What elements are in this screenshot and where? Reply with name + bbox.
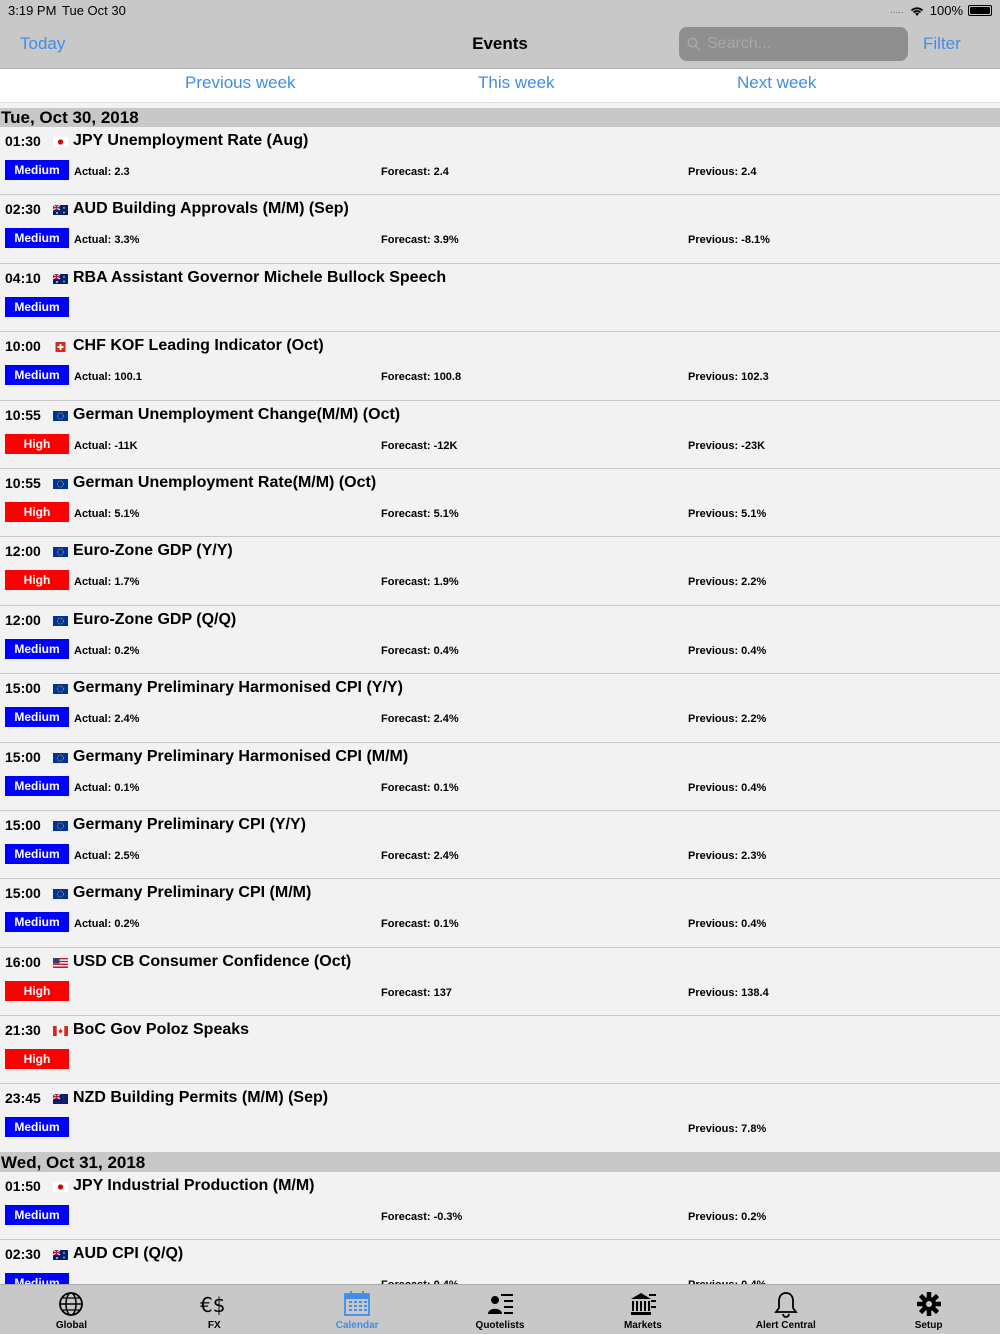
tab-label: Calendar bbox=[335, 1320, 379, 1331]
flag-eu-icon bbox=[53, 684, 68, 694]
importance-badge: High bbox=[5, 981, 69, 1001]
event-time: 12:00 bbox=[5, 543, 41, 560]
event-title: Germany Preliminary Harmonised CPI (Y/Y) bbox=[73, 679, 403, 697]
tab-label: Setup bbox=[914, 1320, 943, 1331]
importance-badge: Medium bbox=[5, 707, 69, 727]
event-time: 10:55 bbox=[5, 406, 41, 423]
event-row[interactable] bbox=[0, 332, 1000, 400]
flag-eu-icon bbox=[53, 547, 68, 557]
flag-us-icon bbox=[53, 958, 68, 968]
gear-icon bbox=[915, 1290, 943, 1318]
event-actual: Actual: 0.2% bbox=[74, 644, 140, 657]
event-time: 02:30 bbox=[5, 201, 41, 218]
flag-eu-icon bbox=[53, 821, 68, 831]
event-previous: Previous: 2.2% bbox=[688, 713, 767, 726]
event-time: 01:50 bbox=[5, 1177, 41, 1194]
event-time: 16:00 bbox=[5, 953, 41, 970]
importance-badge: Medium bbox=[5, 228, 69, 248]
event-row[interactable] bbox=[0, 127, 1000, 195]
event-title: AUD CPI (Q/Q) bbox=[73, 1245, 184, 1263]
event-previous: Previous: 2.2% bbox=[688, 576, 767, 589]
battery-icon bbox=[968, 5, 992, 16]
event-row[interactable] bbox=[0, 264, 1000, 332]
importance-badge: Medium bbox=[5, 844, 69, 864]
quotelist-icon bbox=[486, 1290, 514, 1318]
importance-badge: Medium bbox=[5, 365, 69, 385]
flag-ch-icon bbox=[53, 342, 68, 352]
search-icon bbox=[687, 37, 701, 51]
event-time: 15:00 bbox=[5, 885, 41, 902]
importance-badge: Medium bbox=[5, 639, 69, 659]
event-forecast: Forecast: 5.1% bbox=[381, 507, 459, 520]
event-forecast: Forecast: -0.3% bbox=[381, 1210, 463, 1223]
event-forecast: Forecast: 100.8 bbox=[381, 371, 462, 384]
importance-badge: Medium bbox=[5, 160, 69, 180]
day-header: Tue, Oct 30, 2018 bbox=[0, 108, 1000, 127]
event-time: 12:00 bbox=[5, 611, 41, 628]
event-title: JPY Industrial Production (M/M) bbox=[73, 1176, 315, 1194]
event-forecast: Forecast: 1.9% bbox=[381, 576, 459, 589]
importance-badge: High bbox=[5, 570, 69, 590]
event-actual: Actual: -11K bbox=[74, 439, 138, 452]
event-actual: Actual: 2.3 bbox=[74, 166, 130, 178]
event-time: 15:00 bbox=[5, 680, 41, 697]
currency-icon bbox=[200, 1290, 228, 1318]
event-title: JPY Unemployment Rate (Aug) bbox=[73, 132, 309, 149]
event-row[interactable] bbox=[0, 401, 1000, 469]
event-title: Germany Preliminary CPI (M/M) bbox=[73, 884, 312, 902]
today-button[interactable]: Today bbox=[20, 34, 66, 53]
calendar-icon bbox=[343, 1290, 371, 1318]
event-actual: Actual: 2.5% bbox=[74, 849, 140, 862]
flag-eu-icon bbox=[53, 479, 68, 489]
importance-badge: Medium bbox=[5, 1117, 69, 1137]
event-row[interactable] bbox=[0, 879, 1000, 947]
event-forecast: Forecast: 0.1% bbox=[381, 781, 459, 794]
bank-icon bbox=[629, 1290, 657, 1318]
event-row[interactable] bbox=[0, 1016, 1000, 1084]
event-actual: Actual: 3.3% bbox=[74, 234, 140, 247]
importance-badge: Medium bbox=[5, 1205, 69, 1225]
tab-fx[interactable] bbox=[143, 1285, 286, 1334]
day-header: Wed, Oct 31, 2018 bbox=[0, 1153, 1000, 1172]
status-right bbox=[890, 3, 992, 18]
event-list[interactable] bbox=[0, 108, 1000, 1284]
tab-calendar[interactable] bbox=[286, 1285, 429, 1334]
tab-global[interactable] bbox=[0, 1285, 143, 1334]
tab-setup[interactable] bbox=[857, 1285, 1000, 1334]
flag-jp-icon bbox=[53, 1182, 68, 1192]
event-previous: Previous: 0.4% bbox=[688, 644, 767, 657]
battery-percent: 100% bbox=[929, 3, 963, 18]
status-date: Tue Oct 30 bbox=[62, 3, 126, 18]
this-week-button[interactable]: This week bbox=[478, 73, 555, 92]
importance-badge: Medium bbox=[5, 776, 69, 796]
flag-ca-icon bbox=[53, 1026, 68, 1036]
signal-icon: ..... bbox=[889, 5, 904, 16]
event-forecast: Forecast: 2.4% bbox=[381, 713, 459, 726]
event-previous: Previous: 2.3% bbox=[688, 849, 767, 862]
flag-au-icon bbox=[53, 274, 68, 284]
event-actual: Actual: 5.1% bbox=[74, 507, 140, 520]
event-actual: Actual: 0.2% bbox=[74, 918, 140, 931]
event-time: 21:30 bbox=[5, 1022, 41, 1039]
flag-au-icon bbox=[53, 205, 68, 215]
flag-eu-icon bbox=[53, 889, 68, 899]
event-row[interactable] bbox=[0, 811, 1000, 879]
tab-quotelists[interactable] bbox=[429, 1285, 572, 1334]
event-title: USD CB Consumer Confidence (Oct) bbox=[73, 952, 352, 970]
next-week-button[interactable]: Next week bbox=[737, 73, 817, 92]
tab-label: Alert Central bbox=[755, 1320, 816, 1331]
event-title: AUD Building Approvals (M/M) (Sep) bbox=[73, 200, 349, 218]
flag-eu-icon bbox=[53, 753, 68, 763]
event-previous: Previous: -8.1% bbox=[688, 234, 770, 247]
tab-label: Quotelists bbox=[475, 1320, 525, 1331]
event-previous: Previous: 7.8% bbox=[688, 1123, 767, 1136]
flag-nz-icon bbox=[53, 1094, 68, 1104]
event-previous: Previous: 2.4 bbox=[688, 166, 757, 178]
tab-alert-central[interactable] bbox=[714, 1285, 857, 1334]
importance-badge: High bbox=[5, 434, 69, 454]
flag-jp-icon bbox=[53, 137, 68, 147]
tab-label: Markets bbox=[623, 1320, 662, 1331]
event-actual: Actual: 0.1% bbox=[74, 781, 140, 794]
event-time: 23:45 bbox=[5, 1090, 41, 1107]
tab-bar bbox=[0, 1284, 1000, 1334]
event-title: German Unemployment Rate(M/M) (Oct) bbox=[73, 473, 377, 491]
event-time: 04:10 bbox=[5, 269, 41, 286]
tab-label: Global bbox=[55, 1320, 87, 1331]
filter-button[interactable]: Filter bbox=[923, 34, 961, 53]
event-forecast: Forecast: 2.4% bbox=[381, 849, 459, 862]
event-row[interactable] bbox=[0, 674, 1000, 742]
event-forecast: Forecast: 137 bbox=[381, 986, 452, 999]
event-time: 10:55 bbox=[5, 474, 41, 491]
svg-text:€$: €$ bbox=[200, 1293, 226, 1317]
event-title: RBA Assistant Governor Michele Bullock Speech bbox=[73, 268, 447, 286]
event-title: NZD Building Permits (M/M) (Sep) bbox=[73, 1089, 329, 1107]
event-actual: Actual: 100.1 bbox=[74, 371, 142, 384]
event-row[interactable] bbox=[0, 1084, 1000, 1152]
event-actual: Actual: 1.7% bbox=[74, 576, 140, 589]
event-title: Germany Preliminary Harmonised CPI (M/M) bbox=[73, 747, 409, 765]
event-previous: Previous: 0.4% bbox=[688, 918, 767, 931]
event-forecast: Forecast: 2.4 bbox=[381, 166, 449, 178]
bell-icon bbox=[772, 1290, 800, 1318]
event-time: 15:00 bbox=[5, 816, 41, 833]
event-row[interactable] bbox=[0, 948, 1000, 1016]
event-time: 15:00 bbox=[5, 748, 41, 765]
status-time: 3:19 PM bbox=[8, 3, 57, 18]
event-time: 01:30 bbox=[5, 133, 41, 149]
search-input[interactable] bbox=[707, 35, 897, 53]
flag-eu-icon bbox=[53, 411, 68, 421]
event-title: German Unemployment Change(M/M) (Oct) bbox=[73, 405, 401, 423]
importance-badge: High bbox=[5, 1049, 69, 1069]
previous-week-button[interactable]: Previous week bbox=[185, 73, 296, 92]
event-row[interactable] bbox=[0, 195, 1000, 263]
event-forecast: Forecast: 0.4% bbox=[381, 644, 459, 657]
event-time: 02:30 bbox=[5, 1246, 41, 1263]
event-time: 10:00 bbox=[5, 338, 41, 355]
globe-icon bbox=[57, 1290, 85, 1318]
event-previous: Previous: 0.4% bbox=[688, 781, 767, 794]
event-row[interactable] bbox=[0, 537, 1000, 605]
event-previous: Previous: 0.2% bbox=[688, 1210, 767, 1223]
event-title: BoC Gov Poloz Speaks bbox=[73, 1021, 250, 1039]
event-previous: Previous: 102.3 bbox=[688, 371, 769, 384]
event-title: Euro-Zone GDP (Q/Q) bbox=[73, 610, 237, 628]
event-previous: Previous: -23K bbox=[688, 439, 766, 452]
event-title: CHF KOF Leading Indicator (Oct) bbox=[73, 337, 324, 355]
event-actual: Actual: 2.4% bbox=[74, 713, 140, 726]
wifi-icon bbox=[909, 5, 925, 17]
tab-label: FX bbox=[207, 1320, 221, 1331]
event-title: Germany Preliminary CPI (Y/Y) bbox=[73, 815, 306, 833]
status-bar bbox=[0, 0, 1000, 22]
event-row[interactable] bbox=[0, 1172, 1000, 1240]
event-previous: Previous: 138.4 bbox=[688, 986, 769, 999]
event-row[interactable] bbox=[0, 469, 1000, 537]
event-row[interactable] bbox=[0, 606, 1000, 674]
event-forecast: Forecast: 3.9% bbox=[381, 234, 459, 247]
tab-markets[interactable] bbox=[571, 1285, 714, 1334]
importance-badge: Medium bbox=[5, 912, 69, 932]
flag-au-icon bbox=[53, 1250, 68, 1260]
page-title: Events bbox=[472, 34, 528, 53]
search-field[interactable] bbox=[679, 27, 908, 61]
event-forecast: Forecast: -12K bbox=[381, 439, 458, 452]
nav-bar bbox=[0, 22, 1000, 69]
week-selector bbox=[0, 69, 1000, 103]
importance-badge: High bbox=[5, 502, 69, 522]
event-title: Euro-Zone GDP (Y/Y) bbox=[73, 542, 233, 560]
flag-eu-icon bbox=[53, 616, 68, 626]
event-forecast: Forecast: 0.1% bbox=[381, 918, 459, 931]
importance-badge: Medium bbox=[5, 297, 69, 317]
event-row[interactable] bbox=[0, 743, 1000, 811]
event-previous: Previous: 5.1% bbox=[688, 507, 767, 520]
